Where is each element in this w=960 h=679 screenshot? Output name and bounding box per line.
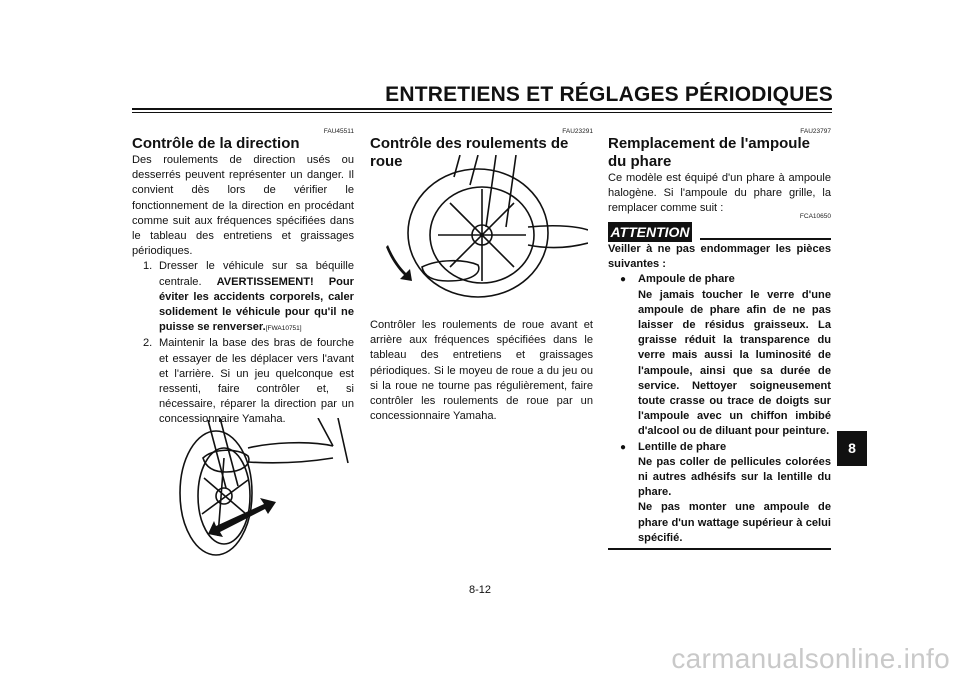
page-title: ENTRETIENS ET RÉGLAGES PÉRIODIQUES [385, 83, 833, 106]
attention-badge: ATTENTION [608, 222, 692, 242]
section-intro: Ce modèle est équipé d'un phare à ampoule halogène. Si l'ampoule du phare grille, la remplacer comme suit : [608, 172, 831, 215]
steering-check-illustration [168, 418, 358, 558]
item-text: Ne pas coller de pellicules colorées ni autres adhésifs sur la lentille du phare. [638, 455, 831, 499]
steering-section [132, 135, 354, 428]
section-code: FAU23797 [800, 128, 831, 135]
item-title: Lentille de phare [638, 440, 727, 453]
list-item [620, 272, 831, 439]
section-title: Contrôle des roulements de roue [370, 135, 569, 170]
warning-text: AVERTISSEMENT! Pour éviter les accidents corporels, caler solidement le véhicule pour qu'il ne puisse se renverser. [159, 275, 354, 334]
headlight-section [608, 135, 831, 217]
watermark: carmanualsonline.info [671, 643, 950, 674]
step-1 [143, 259, 354, 336]
step-number: 2. [143, 337, 153, 350]
step-2 [143, 336, 354, 427]
attention-lead: Veiller à ne pas endommager les pièces suivantes : [608, 243, 831, 271]
item-text: Ne jamais toucher le verre d'une ampoule de phare afin de ne pas laisser de résidus graisseux. La graisse réduit la transparence du verre mais aussi la luminosité de l'ampoule, ainsi que sa durée de service. Nettoyer soigneusement toute crasse ou trace de doigts sur l'ampoule avec un chiffon imbibé d'alcool ou de diluant pour peinture. [638, 288, 831, 438]
bullet-icon: ● [620, 274, 627, 286]
section-intro: Des roulements de direction usés ou desserrés peuvent représenter un danger. Il convient dès lors de vérifier le fonctionnement de la direction en procédant comme suit aux fréquences spécifiées dans le tableau des entretiens et graissages périodiques. [132, 154, 354, 258]
chapter-tab: 8 [837, 431, 867, 466]
bullet-icon: ● [620, 441, 627, 453]
step-number: 1. [143, 260, 153, 273]
list-item [620, 440, 831, 546]
section-title: Contrôle de la direction [132, 135, 300, 152]
attention-block [608, 242, 831, 546]
step-text: Maintenir la base des bras de fourche et essayer de les déplacer vers l'avant et l'arrière. Si un jeu quelconque est ressenti, faire contrôler et, si nécessaire, réparer la direction par un concessionnaire Yamaha. [159, 337, 354, 426]
header-rule [132, 108, 832, 110]
section-code: FAU23291 [562, 128, 593, 135]
section-code: FAU45511 [323, 128, 354, 135]
wheel-bearing-illustration [378, 155, 588, 305]
section-body: Contrôler les roulements de roue avant et arrière aux fréquences spécifiées dans le tableau des entretiens et graissages périodiques. Si le moyeu de roue a du jeu ou si la roue ne tourne pas régulièrement, faire contrôler les roulements de roue par un concessionnaire Yamaha. [370, 319, 593, 423]
step-text: Dresser le véhicule sur sa béquille centrale. [159, 260, 354, 288]
item-text-2: Ne pas monter une ampoule de phare d'un wattage supérieur à celui spécifié. [638, 501, 831, 544]
page-number: 8-12 [468, 584, 492, 596]
warning-code: [FWA10751] [265, 325, 302, 333]
attention-code: FCA10650 [799, 213, 831, 220]
header-rule-thin [132, 112, 832, 113]
attention-end-rule [608, 548, 831, 550]
wheel-bearings-text [370, 318, 593, 424]
attention-rule [700, 238, 831, 240]
item-title: Ampoule de phare [638, 273, 735, 286]
section-title: Remplacement de l'ampoule du phare [608, 135, 810, 170]
